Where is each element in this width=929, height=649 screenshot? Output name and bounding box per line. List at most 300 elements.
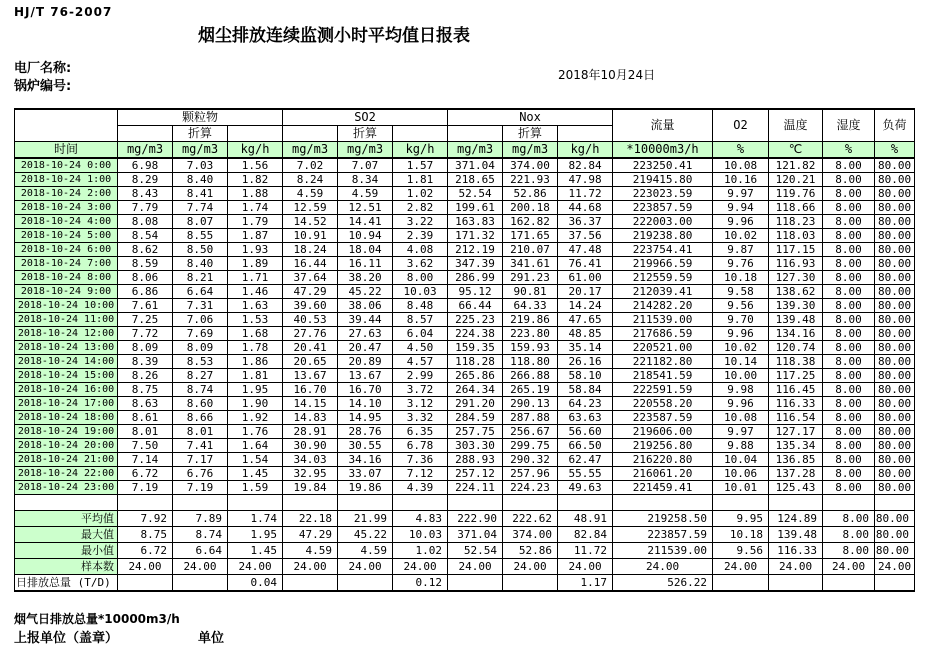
value-cell: 8.40 <box>173 173 228 187</box>
value-cell: 162.82 <box>503 215 558 229</box>
value-cell: 38.20 <box>338 271 393 285</box>
unit-cell: kg/h <box>393 142 448 159</box>
value-cell: 80.00 <box>875 201 915 215</box>
value-cell: 117.15 <box>769 243 823 257</box>
value-cell: 257.12 <box>448 467 503 481</box>
value-cell: 80.00 <box>875 313 915 327</box>
value-cell: 20.65 <box>283 355 338 369</box>
empty-cell <box>503 495 558 511</box>
value-cell: 90.81 <box>503 285 558 299</box>
value-cell: 287.88 <box>503 411 558 425</box>
value-cell: 14.83 <box>283 411 338 425</box>
value-cell: 8.00 <box>823 543 875 559</box>
value-cell: 58.84 <box>558 383 613 397</box>
converted-subheader: 折算 <box>503 126 558 142</box>
value-cell: 52.86 <box>503 543 558 559</box>
value-cell: 8.00 <box>823 158 875 173</box>
value-cell: 20.47 <box>338 341 393 355</box>
value-cell: 7.72 <box>118 327 173 341</box>
value-cell: 3.32 <box>393 411 448 425</box>
value-cell: 8.09 <box>173 341 228 355</box>
value-cell: 1.95 <box>228 527 283 543</box>
value-cell: 34.16 <box>338 453 393 467</box>
value-cell: 7.89 <box>173 511 228 527</box>
empty-cell <box>15 495 118 511</box>
value-cell: 291.20 <box>448 397 503 411</box>
value-cell: 1.45 <box>228 467 283 481</box>
value-cell: 124.89 <box>769 511 823 527</box>
value-cell: 6.35 <box>393 425 448 439</box>
value-cell: 80.00 <box>875 229 915 243</box>
value-cell: 8.06 <box>118 271 173 285</box>
time-cell: 2018-10-24 10:00 <box>15 299 118 313</box>
value-cell: 40.53 <box>283 313 338 327</box>
units-row <box>15 142 915 159</box>
value-cell: 80.00 <box>875 425 915 439</box>
value-cell <box>173 575 228 592</box>
value-cell: 8.07 <box>173 215 228 229</box>
value-cell: 80.00 <box>875 173 915 187</box>
value-cell: 8.00 <box>823 215 875 229</box>
table-row <box>15 215 915 229</box>
value-cell: 80.00 <box>875 257 915 271</box>
time-cell: 2018-10-24 17:00 <box>15 397 118 411</box>
value-cell: 80.00 <box>875 187 915 201</box>
unit-cell: mg/m3 <box>118 142 173 159</box>
value-cell: 10.03 <box>393 527 448 543</box>
value-cell: 8.00 <box>823 527 875 543</box>
value-cell: 220558.20 <box>613 397 713 411</box>
value-cell: 36.37 <box>558 215 613 229</box>
standard-code: HJ/T 76-2007 <box>14 5 113 19</box>
value-cell: 16.70 <box>283 383 338 397</box>
value-cell: 10.08 <box>713 411 769 425</box>
col-header-o2: O2 <box>713 109 769 142</box>
value-cell: 127.17 <box>769 425 823 439</box>
value-cell: 20.89 <box>338 355 393 369</box>
value-cell <box>338 575 393 592</box>
unit-cell: kg/h <box>558 142 613 159</box>
page-title: 烟尘排放连续监测小时平均值日报表 <box>198 26 470 46</box>
value-cell: 28.76 <box>338 425 393 439</box>
value-cell: 48.91 <box>558 511 613 527</box>
value-cell: 20.17 <box>558 285 613 299</box>
value-cell: 223754.41 <box>613 243 713 257</box>
value-cell: 7.74 <box>173 201 228 215</box>
empty-cell <box>613 495 713 511</box>
value-cell: 221182.80 <box>613 355 713 369</box>
value-cell: 290.32 <box>503 453 558 467</box>
empty-cell <box>393 495 448 511</box>
value-cell: 49.63 <box>558 481 613 495</box>
value-cell: 9.97 <box>713 187 769 201</box>
value-cell: 8.00 <box>823 439 875 453</box>
group-header-so2: SO2 <box>283 109 448 126</box>
value-cell: 6.98 <box>118 158 173 173</box>
value-cell: 265.86 <box>448 369 503 383</box>
value-cell: 80.00 <box>875 299 915 313</box>
value-cell: 10.18 <box>713 271 769 285</box>
value-cell: 8.74 <box>173 383 228 397</box>
value-cell: 27.76 <box>283 327 338 341</box>
value-cell: 7.69 <box>173 327 228 341</box>
value-cell: 7.19 <box>118 481 173 495</box>
value-cell: 4.39 <box>393 481 448 495</box>
value-cell: 8.00 <box>823 327 875 341</box>
time-cell: 2018-10-24 0:00 <box>15 158 118 173</box>
col-header-flow: 流量 <box>613 109 713 142</box>
empty-cell <box>118 126 173 142</box>
value-cell: 8.60 <box>173 397 228 411</box>
value-cell: 47.29 <box>283 285 338 299</box>
value-cell: 212559.59 <box>613 271 713 285</box>
value-cell: 217686.59 <box>613 327 713 341</box>
value-cell: 116.54 <box>769 411 823 425</box>
value-cell: 118.23 <box>769 215 823 229</box>
table-body <box>15 158 915 591</box>
value-cell: 8.75 <box>118 383 173 397</box>
time-cell: 2018-10-24 16:00 <box>15 383 118 397</box>
table-row <box>15 327 915 341</box>
group-header-nox: Nox <box>448 109 613 126</box>
value-cell: 66.50 <box>558 439 613 453</box>
value-cell: 11.72 <box>558 187 613 201</box>
time-header: 时间 <box>15 142 118 159</box>
value-cell: 16.44 <box>283 257 338 271</box>
value-cell: 47.29 <box>283 527 338 543</box>
value-cell: 10.00 <box>713 369 769 383</box>
value-cell: 223.80 <box>503 327 558 341</box>
value-cell: 10.04 <box>713 453 769 467</box>
empty-cell <box>228 126 283 142</box>
table-row <box>15 257 915 271</box>
value-cell: 116.33 <box>769 543 823 559</box>
value-cell: 4.08 <box>393 243 448 257</box>
group-header-row <box>15 109 915 126</box>
value-cell: 82.84 <box>558 158 613 173</box>
value-cell: 212.19 <box>448 243 503 257</box>
time-cell: 2018-10-24 8:00 <box>15 271 118 285</box>
time-cell: 2018-10-24 20:00 <box>15 439 118 453</box>
empty-cell <box>283 126 338 142</box>
value-cell: 24.00 <box>558 559 613 575</box>
value-cell: 14.95 <box>338 411 393 425</box>
value-cell: 80.00 <box>875 271 915 285</box>
time-cell: 2018-10-24 6:00 <box>15 243 118 257</box>
converted-subheader: 折算 <box>338 126 393 142</box>
unit-cell: *10000m3/h <box>613 142 713 159</box>
value-cell: 8.00 <box>823 243 875 257</box>
report-date: 2018年10月24日 <box>558 68 656 82</box>
value-cell: 80.00 <box>875 527 915 543</box>
value-cell: 8.09 <box>118 341 173 355</box>
value-cell: 265.19 <box>503 383 558 397</box>
value-cell: 8.00 <box>823 383 875 397</box>
value-cell: 63.63 <box>558 411 613 425</box>
value-cell: 7.12 <box>393 467 448 481</box>
value-cell: 1.57 <box>393 158 448 173</box>
value-cell: 0.12 <box>393 575 448 592</box>
value-cell: 211539.00 <box>613 543 713 559</box>
value-cell: 9.56 <box>713 299 769 313</box>
value-cell: 6.04 <box>393 327 448 341</box>
value-cell: 1.74 <box>228 201 283 215</box>
empty-cell <box>228 495 283 511</box>
table-row <box>15 201 915 215</box>
value-cell: 9.96 <box>713 327 769 341</box>
value-cell: 38.06 <box>338 299 393 313</box>
value-cell: 9.95 <box>713 511 769 527</box>
value-cell: 1.71 <box>228 271 283 285</box>
value-cell: 66.44 <box>448 299 503 313</box>
value-cell: 290.13 <box>503 397 558 411</box>
empty-cell <box>118 495 173 511</box>
value-cell: 10.06 <box>713 467 769 481</box>
value-cell: 16.11 <box>338 257 393 271</box>
summary-row <box>15 543 915 559</box>
table-row <box>15 341 915 355</box>
value-cell: 8.00 <box>823 369 875 383</box>
value-cell: 10.08 <box>713 158 769 173</box>
value-cell: 61.00 <box>558 271 613 285</box>
value-cell: 6.76 <box>173 467 228 481</box>
table-row <box>15 285 915 299</box>
value-cell: 219238.80 <box>613 229 713 243</box>
value-cell: 80.00 <box>875 285 915 299</box>
value-cell: 2.82 <box>393 201 448 215</box>
value-cell: 216061.20 <box>613 467 713 481</box>
value-cell: 118.38 <box>769 355 823 369</box>
value-cell: 374.00 <box>503 527 558 543</box>
value-cell: 24.00 <box>503 559 558 575</box>
value-cell: 80.00 <box>875 453 915 467</box>
time-cell: 2018-10-24 13:00 <box>15 341 118 355</box>
value-cell: 10.94 <box>338 229 393 243</box>
value-cell: 4.59 <box>283 543 338 559</box>
value-cell: 7.02 <box>283 158 338 173</box>
value-cell: 8.24 <box>283 173 338 187</box>
value-cell: 80.00 <box>875 511 915 527</box>
value-cell <box>713 575 769 592</box>
value-cell: 8.27 <box>173 369 228 383</box>
value-cell: 48.85 <box>558 327 613 341</box>
value-cell: 39.44 <box>338 313 393 327</box>
value-cell: 14.41 <box>338 215 393 229</box>
value-cell: 22.18 <box>283 511 338 527</box>
value-cell: 21.99 <box>338 511 393 527</box>
value-cell: 14.15 <box>283 397 338 411</box>
table-row <box>15 243 915 257</box>
value-cell: 210.07 <box>503 243 558 257</box>
value-cell: 80.00 <box>875 243 915 257</box>
empty-cell <box>558 495 613 511</box>
value-cell: 45.22 <box>338 285 393 299</box>
col-header-load: 负荷 <box>875 109 915 142</box>
value-cell: 223250.41 <box>613 158 713 173</box>
value-cell: 8.00 <box>823 467 875 481</box>
time-cell: 2018-10-24 7:00 <box>15 257 118 271</box>
value-cell: 1.90 <box>228 397 283 411</box>
value-cell: 95.12 <box>448 285 503 299</box>
value-cell: 55.55 <box>558 467 613 481</box>
value-cell: 9.96 <box>713 215 769 229</box>
value-cell: 24.00 <box>613 559 713 575</box>
value-cell: 8.00 <box>823 425 875 439</box>
value-cell: 219.86 <box>503 313 558 327</box>
value-cell: 8.39 <box>118 355 173 369</box>
value-cell: 8.00 <box>823 201 875 215</box>
value-cell: 4.59 <box>338 187 393 201</box>
value-cell: 8.00 <box>823 285 875 299</box>
value-cell: 64.33 <box>503 299 558 313</box>
value-cell: 1.82 <box>228 173 283 187</box>
value-cell: 1.86 <box>228 355 283 369</box>
value-cell: 6.78 <box>393 439 448 453</box>
value-cell: 24.00 <box>118 559 173 575</box>
value-cell: 8.00 <box>823 229 875 243</box>
value-cell: 11.72 <box>558 543 613 559</box>
value-cell: 27.63 <box>338 327 393 341</box>
value-cell <box>823 575 875 592</box>
value-cell: 266.88 <box>503 369 558 383</box>
value-cell: 526.22 <box>613 575 713 592</box>
value-cell: 219415.80 <box>613 173 713 187</box>
value-cell: 219256.80 <box>613 439 713 453</box>
value-cell: 8.00 <box>393 271 448 285</box>
value-cell: 56.60 <box>558 425 613 439</box>
report-table <box>14 108 915 592</box>
value-cell: 8.01 <box>173 425 228 439</box>
value-cell: 1.88 <box>228 187 283 201</box>
table-row <box>15 397 915 411</box>
time-cell: 2018-10-24 18:00 <box>15 411 118 425</box>
value-cell: 6.64 <box>173 543 228 559</box>
value-cell: 1.59 <box>228 481 283 495</box>
corner-cell <box>15 109 118 142</box>
summary-row <box>15 511 915 527</box>
value-cell: 12.59 <box>283 201 338 215</box>
value-cell: 9.56 <box>713 543 769 559</box>
value-cell: 139.48 <box>769 313 823 327</box>
value-cell: 7.41 <box>173 439 228 453</box>
value-cell: 8.55 <box>173 229 228 243</box>
value-cell: 47.48 <box>558 243 613 257</box>
value-cell: 24.00 <box>713 559 769 575</box>
summary-label: 样本数 <box>15 559 118 575</box>
value-cell: 4.57 <box>393 355 448 369</box>
value-cell: 8.00 <box>823 453 875 467</box>
time-cell: 2018-10-24 4:00 <box>15 215 118 229</box>
value-cell: 1.64 <box>228 439 283 453</box>
value-cell: 116.45 <box>769 383 823 397</box>
table-row <box>15 425 915 439</box>
value-cell: 8.66 <box>173 411 228 425</box>
value-cell: 14.10 <box>338 397 393 411</box>
time-cell: 2018-10-24 11:00 <box>15 313 118 327</box>
value-cell: 7.61 <box>118 299 173 313</box>
empty-cell <box>283 495 338 511</box>
value-cell: 8.48 <box>393 299 448 313</box>
value-cell: 20.41 <box>283 341 338 355</box>
time-cell: 2018-10-24 21:00 <box>15 453 118 467</box>
col-header-temperature: 温度 <box>769 109 823 142</box>
unit-cell: % <box>713 142 769 159</box>
value-cell: 7.17 <box>173 453 228 467</box>
value-cell: 33.07 <box>338 467 393 481</box>
value-cell: 24.00 <box>173 559 228 575</box>
value-cell: 299.75 <box>503 439 558 453</box>
value-cell: 6.72 <box>118 543 173 559</box>
empty-cell <box>823 495 875 511</box>
value-cell: 19.86 <box>338 481 393 495</box>
table-row <box>15 411 915 425</box>
value-cell <box>448 575 503 592</box>
value-cell: 218541.59 <box>613 369 713 383</box>
value-cell: 225.23 <box>448 313 503 327</box>
value-cell: 8.34 <box>338 173 393 187</box>
value-cell: 224.23 <box>503 481 558 495</box>
value-cell: 32.95 <box>283 467 338 481</box>
table-row <box>15 173 915 187</box>
value-cell: 135.34 <box>769 439 823 453</box>
value-cell: 219258.50 <box>613 511 713 527</box>
unit-cell: mg/m3 <box>338 142 393 159</box>
table-row <box>15 187 915 201</box>
value-cell: 159.35 <box>448 341 503 355</box>
time-cell: 2018-10-24 12:00 <box>15 327 118 341</box>
summary-label: 日排放总量 (T/D) <box>15 575 118 592</box>
value-cell: 47.65 <box>558 313 613 327</box>
time-cell: 2018-10-24 2:00 <box>15 187 118 201</box>
value-cell: 24.00 <box>875 559 915 575</box>
value-cell: 80.00 <box>875 369 915 383</box>
value-cell: 224.11 <box>448 481 503 495</box>
value-cell: 222003.00 <box>613 215 713 229</box>
unit-cell: % <box>875 142 915 159</box>
value-cell: 9.58 <box>713 285 769 299</box>
summary-label: 平均值 <box>15 511 118 527</box>
value-cell: 7.36 <box>393 453 448 467</box>
value-cell: 120.74 <box>769 341 823 355</box>
time-cell: 2018-10-24 22:00 <box>15 467 118 481</box>
value-cell: 9.87 <box>713 243 769 257</box>
value-cell: 116.93 <box>769 257 823 271</box>
value-cell: 8.00 <box>823 341 875 355</box>
value-cell: 62.47 <box>558 453 613 467</box>
value-cell: 10.02 <box>713 341 769 355</box>
value-cell: 7.50 <box>118 439 173 453</box>
value-cell: 80.00 <box>875 341 915 355</box>
value-cell: 10.16 <box>713 173 769 187</box>
value-cell: 9.70 <box>713 313 769 327</box>
value-cell: 58.10 <box>558 369 613 383</box>
empty-cell <box>448 495 503 511</box>
value-cell: 257.96 <box>503 467 558 481</box>
value-cell: 1.78 <box>228 341 283 355</box>
empty-cell <box>173 495 228 511</box>
value-cell: 8.29 <box>118 173 173 187</box>
value-cell: 35.14 <box>558 341 613 355</box>
table-row <box>15 453 915 467</box>
value-cell: 1.74 <box>228 511 283 527</box>
time-cell: 2018-10-24 1:00 <box>15 173 118 187</box>
value-cell: 37.56 <box>558 229 613 243</box>
value-cell: 138.62 <box>769 285 823 299</box>
value-cell: 9.96 <box>713 397 769 411</box>
value-cell <box>503 575 558 592</box>
value-cell: 1.95 <box>228 383 283 397</box>
value-cell: 10.02 <box>713 229 769 243</box>
